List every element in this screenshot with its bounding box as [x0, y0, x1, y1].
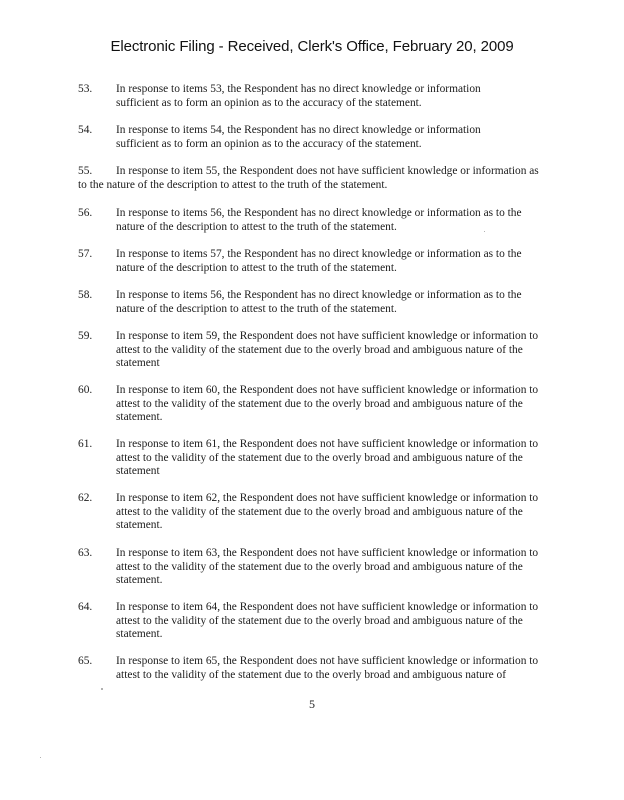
item-number: 53.	[78, 83, 93, 95]
item-text: In response to items 56, the Respondent has no direct knowledge or information as to the nature of the description to attest to the truth of the statement.	[116, 289, 522, 315]
response-item	[78, 547, 548, 588]
response-item	[78, 655, 548, 682]
item-text: In response to items 53, the Respondent has no direct knowledge or information sufficient as to form an opinion as to the accuracy of the statement.	[116, 83, 481, 109]
response-item	[78, 438, 548, 479]
item-text: In response to items 56, the Respondent has no direct knowledge or information as to the nature of the description to attest to the truth of the statement.	[116, 207, 522, 233]
item-number: 54.	[78, 124, 93, 136]
item-number: 58.	[78, 289, 93, 301]
filing-stamp-header: Electronic Filing - Received, Clerk's Office, February 20, 2009	[110, 38, 514, 55]
item-text: In response to item 60, the Respondent does not have sufficient knowledge or information to attest to the validity of the statement due to the overly broad and ambiguous nature of the statement.	[116, 384, 539, 424]
item-number: 63.	[78, 547, 93, 559]
response-item	[78, 330, 548, 371]
item-number: 61.	[78, 438, 93, 450]
response-item	[78, 83, 548, 110]
item-number: 57.	[78, 248, 93, 260]
item-text: In response to item 63, the Respondent does not have sufficient knowledge or information to attest to the validity of the statement due to the overly broad and ambiguous nature of the statement.	[116, 547, 539, 587]
response-item	[78, 124, 548, 151]
response-item	[78, 384, 548, 425]
item-number: 65.	[78, 655, 93, 667]
item-number: 62.	[78, 492, 93, 504]
scan-speck	[101, 688, 103, 690]
item-number: 64.	[78, 601, 93, 613]
item-text: In response to item 64, the Respondent does not have sufficient knowledge or information to attest to the validity of the statement due to the overly broad and ambiguous nature of the statement.	[116, 601, 539, 641]
item-number: 60.	[78, 384, 93, 396]
item-text: In response to items 57, the Respondent has no direct knowledge or information as to the nature of the description to attest to the truth of the statement.	[116, 248, 522, 274]
response-item	[78, 492, 548, 533]
item-number: 55.	[78, 165, 93, 177]
item-number: 56.	[78, 207, 93, 219]
response-item	[78, 207, 548, 234]
item-text: In response to item 61, the Respondent does not have sufficient knowledge or information to attest to the validity of the statement due to the overly broad and ambiguous nature of the statement	[116, 438, 539, 478]
response-item	[78, 165, 548, 192]
response-item	[78, 289, 548, 316]
item-text: In response to item 62, the Respondent does not have sufficient knowledge or information to attest to the validity of the statement due to the overly broad and ambiguous nature of the statement.	[116, 492, 539, 532]
item-number: 59.	[78, 330, 93, 342]
item-text: In response to item 65, the Respondent does not have sufficient knowledge or information to attest to the validity of the statement due to the overly broad and ambiguous nature of	[116, 655, 539, 681]
item-text: In response to item 59, the Respondent does not have sufficient knowledge or information to attest to the validity of the statement due to the overly broad and ambiguous nature of the statement	[116, 330, 539, 370]
scan-speck	[40, 757, 41, 758]
response-item	[78, 248, 548, 275]
item-text: In response to items 54, the Respondent has no direct knowledge or information sufficient as to form an opinion as to the accuracy of the statement.	[116, 124, 481, 150]
response-item	[78, 601, 548, 642]
page-number: 5	[309, 697, 315, 711]
scan-speck	[484, 231, 485, 232]
item-text: In response to item 55, the Respondent does not have sufficient knowledge or information as to the nature of the description to attest to the truth of the statement.	[78, 165, 539, 191]
